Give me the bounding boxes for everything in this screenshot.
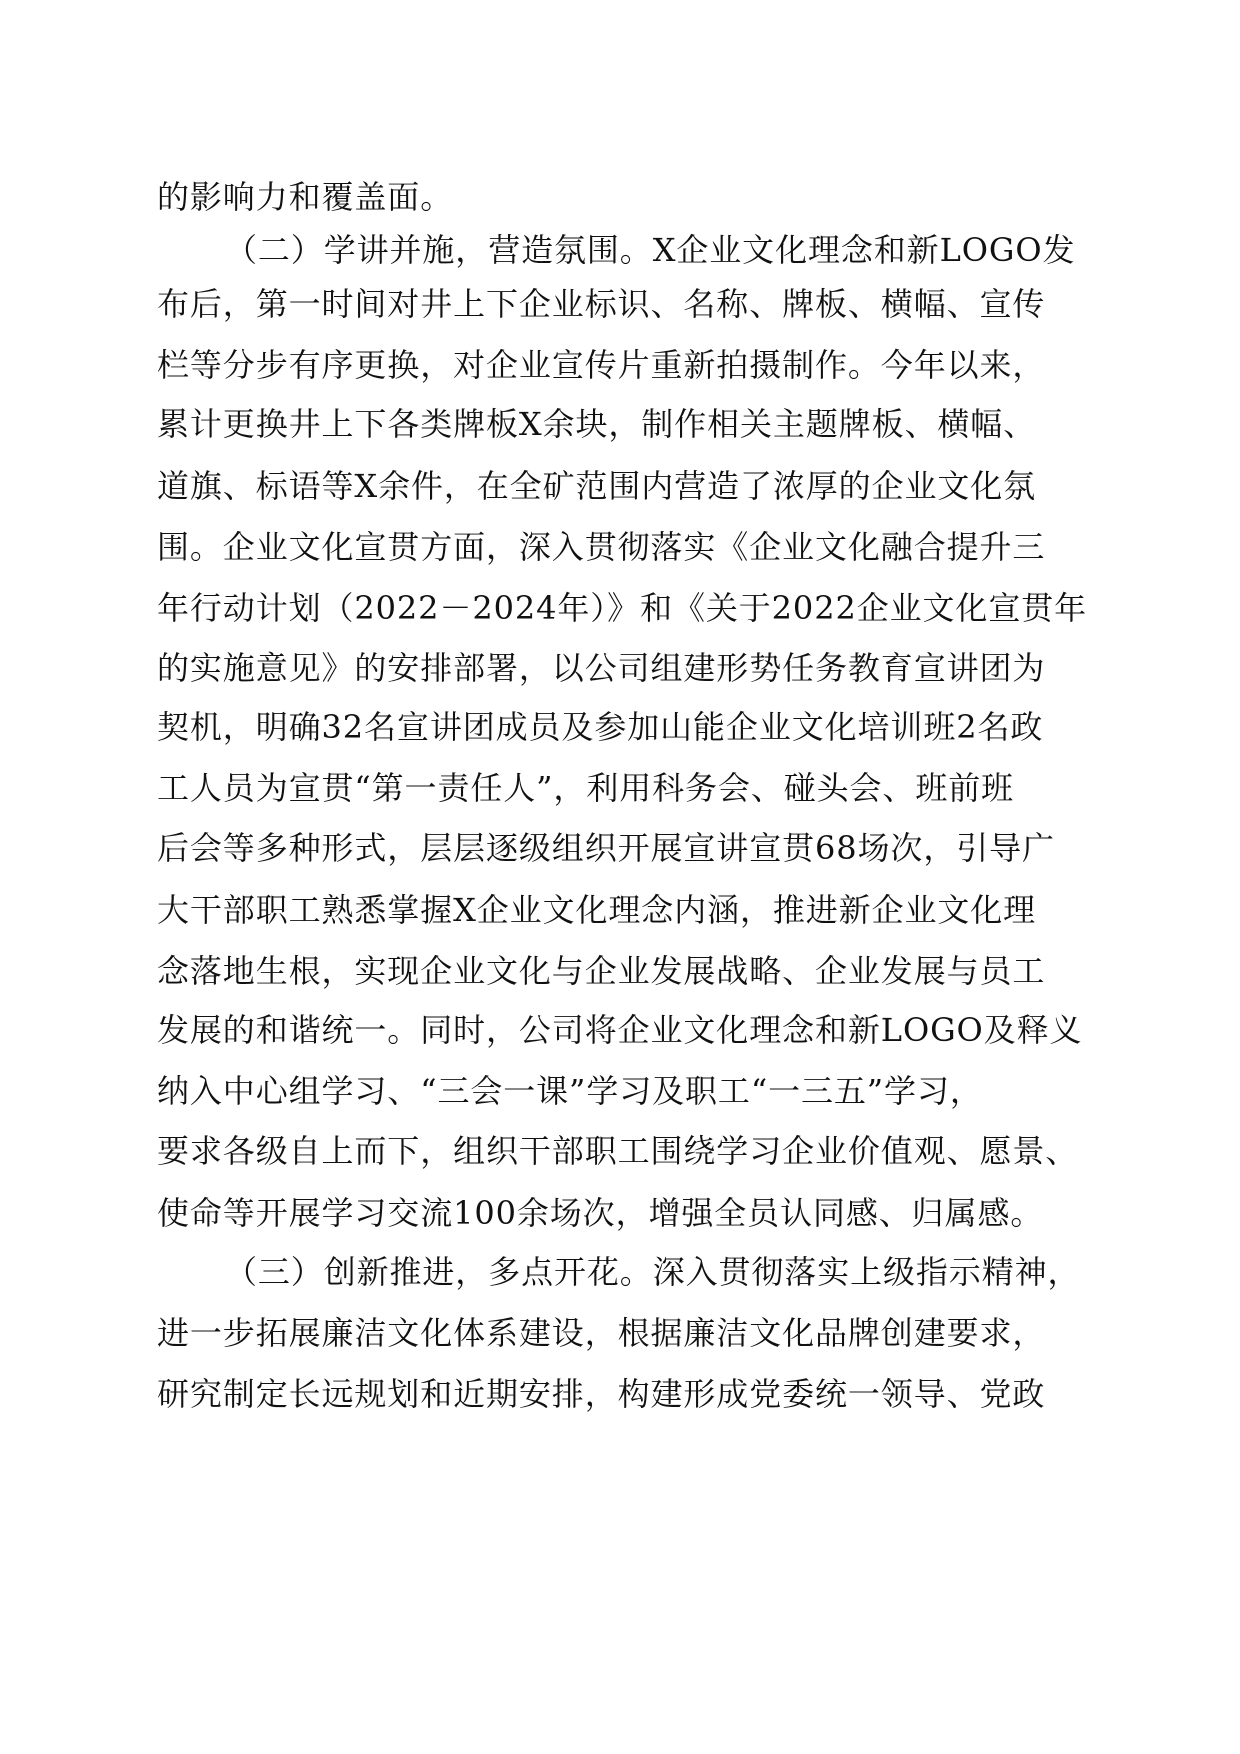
text-line-10: 契机，明确32名宣讲团成员及参加山能企业文化培训班2名政: [157, 708, 1044, 746]
text-line-9: 的实施意见》的安排部署，以公司组建形势任务教育宣讲团为: [157, 649, 1046, 687]
text-line-12: 后会等多种形式，层层逐级组织开展宣讲宣贯68场次，引导广: [157, 829, 1055, 867]
text-line-11: 工人员为宣贯“第一责任人”，利用科务会、碰头会、班前班: [157, 769, 1015, 807]
text-line-2: （二）学讲并施，营造氛围。X企业文化理念和新LOGO发: [225, 231, 1076, 269]
text-line-8: 年行动计划（2022－2024年）》和《关于2022企业文化宣贯年: [157, 589, 1088, 627]
text-line-5: 累计更换井上下各类牌板X余块，制作相关主题牌板、横幅、: [157, 405, 1037, 443]
text-line-7: 围。企业文化宣贯方面，深入贯彻落实《企业文化融合提升三: [157, 528, 1046, 566]
text-line-16: 纳入中心组学习、“三会一课”学习及职工“一三五”学习，: [157, 1072, 983, 1110]
text-line-17: 要求各级自上而下，组织干部职工围绕学习企业价值观、愿景、: [157, 1132, 1079, 1170]
text-line-13: 大干部职工熟悉掌握X企业文化理念内涵，推进新企业文化理: [157, 891, 1037, 929]
text-line-1: 的影响力和覆盖面。: [157, 178, 454, 216]
text-line-4: 栏等分步有序更换，对企业宣传片重新拍摄制作。今年以来，: [157, 346, 1046, 384]
text-line-15: 发展的和谐统一。同时，公司将企业文化理念和新LOGO及释义: [157, 1011, 1083, 1049]
text-line-6: 道旗、标语等X余件，在全矿范围内营造了浓厚的企业文化氛: [157, 467, 1037, 505]
text-line-18: 使命等开展学习交流100余场次，增强全员认同感、归属感。: [157, 1194, 1044, 1232]
text-line-19: （三）创新推进，多点开花。深入贯彻落实上级指示精神，: [225, 1253, 1081, 1291]
text-line-3: 布后，第一时间对井上下企业标识、名称、牌板、横幅、宣传: [157, 285, 1046, 323]
text-line-14: 念落地生根，实现企业文化与企业发展战略、企业发展与员工: [157, 952, 1046, 990]
text-line-21: 研究制定长远规划和近期安排，构建形成党委统一领导、党政: [157, 1375, 1046, 1413]
text-line-20: 进一步拓展廉洁文化体系建设，根据廉洁文化品牌创建要求，: [157, 1314, 1046, 1352]
